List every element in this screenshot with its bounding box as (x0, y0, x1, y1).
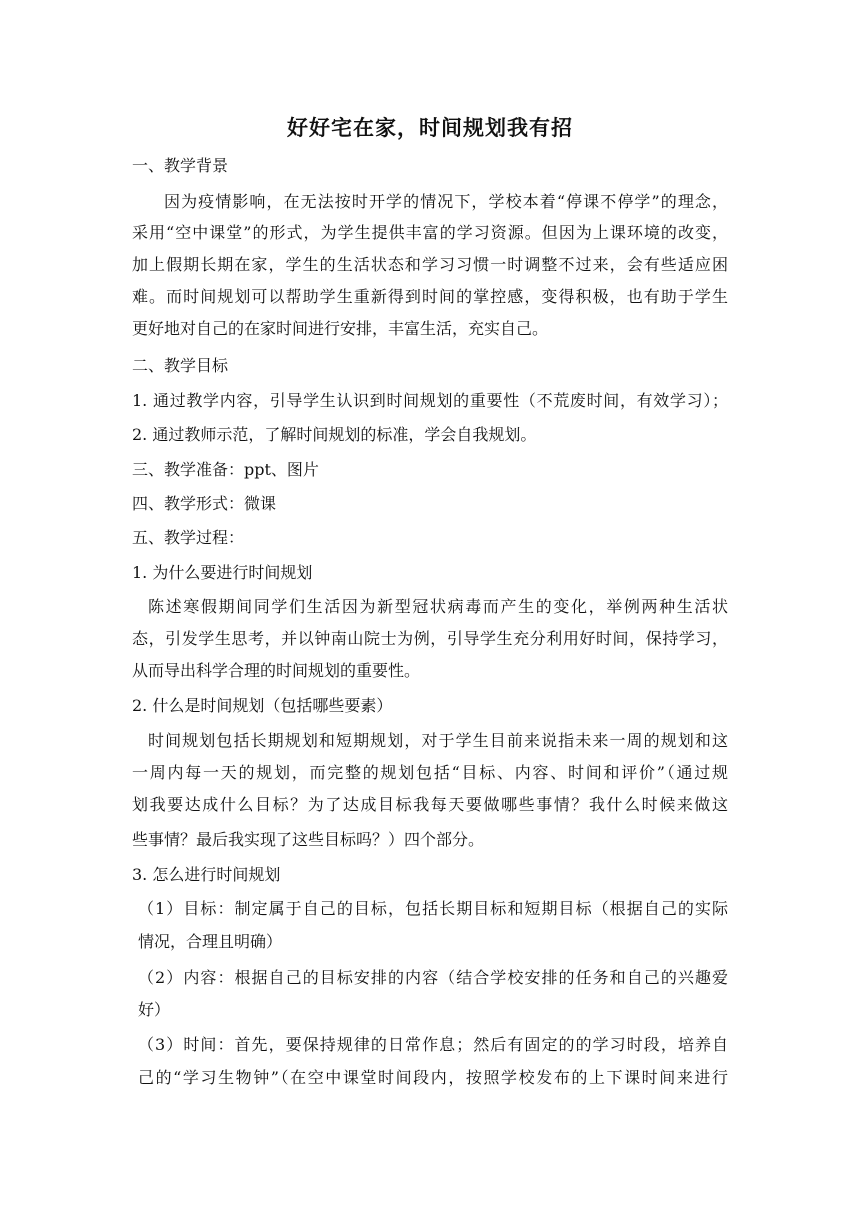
paragraph-line: 采用“空中课堂”的形式，为学生提供丰富的学习资源。但因为上课环境的改变， (132, 223, 728, 242)
section-heading-format: 四、教学形式：微课 (132, 494, 277, 513)
list-item-goal: （1）目标：制定属于自己的目标，包括长期目标和短期目标（根据自己的实际 (138, 899, 728, 918)
list-item-content-cont: 好） (138, 1000, 171, 1019)
paragraph-line: 陈述寒假期间同学们生活因为新型冠状病毒而产生的变化，举例两种生活状 (148, 597, 728, 616)
paragraph-line: 时间规划包括长期规划和短期规划，对于学生目前来说指未来一周的规划和这 (148, 731, 728, 750)
section-heading-goals: 二、教学目标 (132, 356, 229, 375)
list-item: 2. 通过教师示范，了解时间规划的标准，学会自我规划。 (132, 425, 537, 444)
paragraph-line: 因为疫情影响，在无法按时开学的情况下，学校本着“停课不停学”的理念， (164, 192, 728, 211)
list-item-time: （3）时间：首先，要保持规律的日常作息；然后有固定的的学习时段，培养自 (138, 1035, 728, 1054)
list-item: 1. 通过教学内容，引导学生认识到时间规划的重要性（不荒废时间，有效学习）； (132, 391, 728, 410)
list-item-goal-cont: 情况，合理且明确） (138, 932, 283, 951)
section-heading-process: 五、教学过程： (132, 528, 245, 547)
paragraph-line: 难。而时间规划可以帮助学生重新得到时间的掌控感，变得积极，也有助于学生 (132, 287, 728, 306)
subsection-heading-what: 2. 什么是时间规划（包括哪些要素） (132, 696, 393, 715)
subsection-heading-why: 1. 为什么要进行时间规划 (132, 563, 313, 582)
section-heading-background: 一、教学背景 (132, 156, 229, 175)
paragraph-line: 加上假期长期在家，学生的生活状态和学习习惯一时调整不过来，会有些适应困 (132, 255, 728, 274)
paragraph-line: 一周内每一天的规划，而完整的规划包括“目标、内容、时间和评价”（通过规 (132, 763, 728, 782)
paragraph-line: 划我要达成什么目标？为了达成目标我每天要做哪些事情？我什么时候来做这 (132, 795, 728, 814)
paragraph-line: 态，引发学生思考，并以钟南山院士为例，引导学生充分利用好时间，保持学习， (132, 629, 728, 648)
paragraph-line: 些事情？最后我实现了这些目标吗？）四个部分。 (132, 830, 485, 849)
section-heading-preparation: 三、教学准备：ppt、图片 (132, 460, 319, 479)
document-title: 好好宅在家，时间规划我有招 (287, 116, 573, 140)
list-item-time-cont: 己的“学习生物钟”（在空中课堂时间段内，按照学校发布的上下课时间来进行 (138, 1068, 728, 1087)
list-item-content: （2）内容：根据自己的目标安排的内容（结合学校安排的任务和自己的兴趣爱 (138, 968, 728, 987)
paragraph-line: 更好地对自己的在家时间进行安排，丰富生活，充实自己。 (132, 319, 549, 338)
subsection-heading-how: 3. 怎么进行时间规划 (132, 865, 281, 884)
paragraph-line: 从而导出科学合理的时间规划的重要性。 (132, 661, 421, 680)
